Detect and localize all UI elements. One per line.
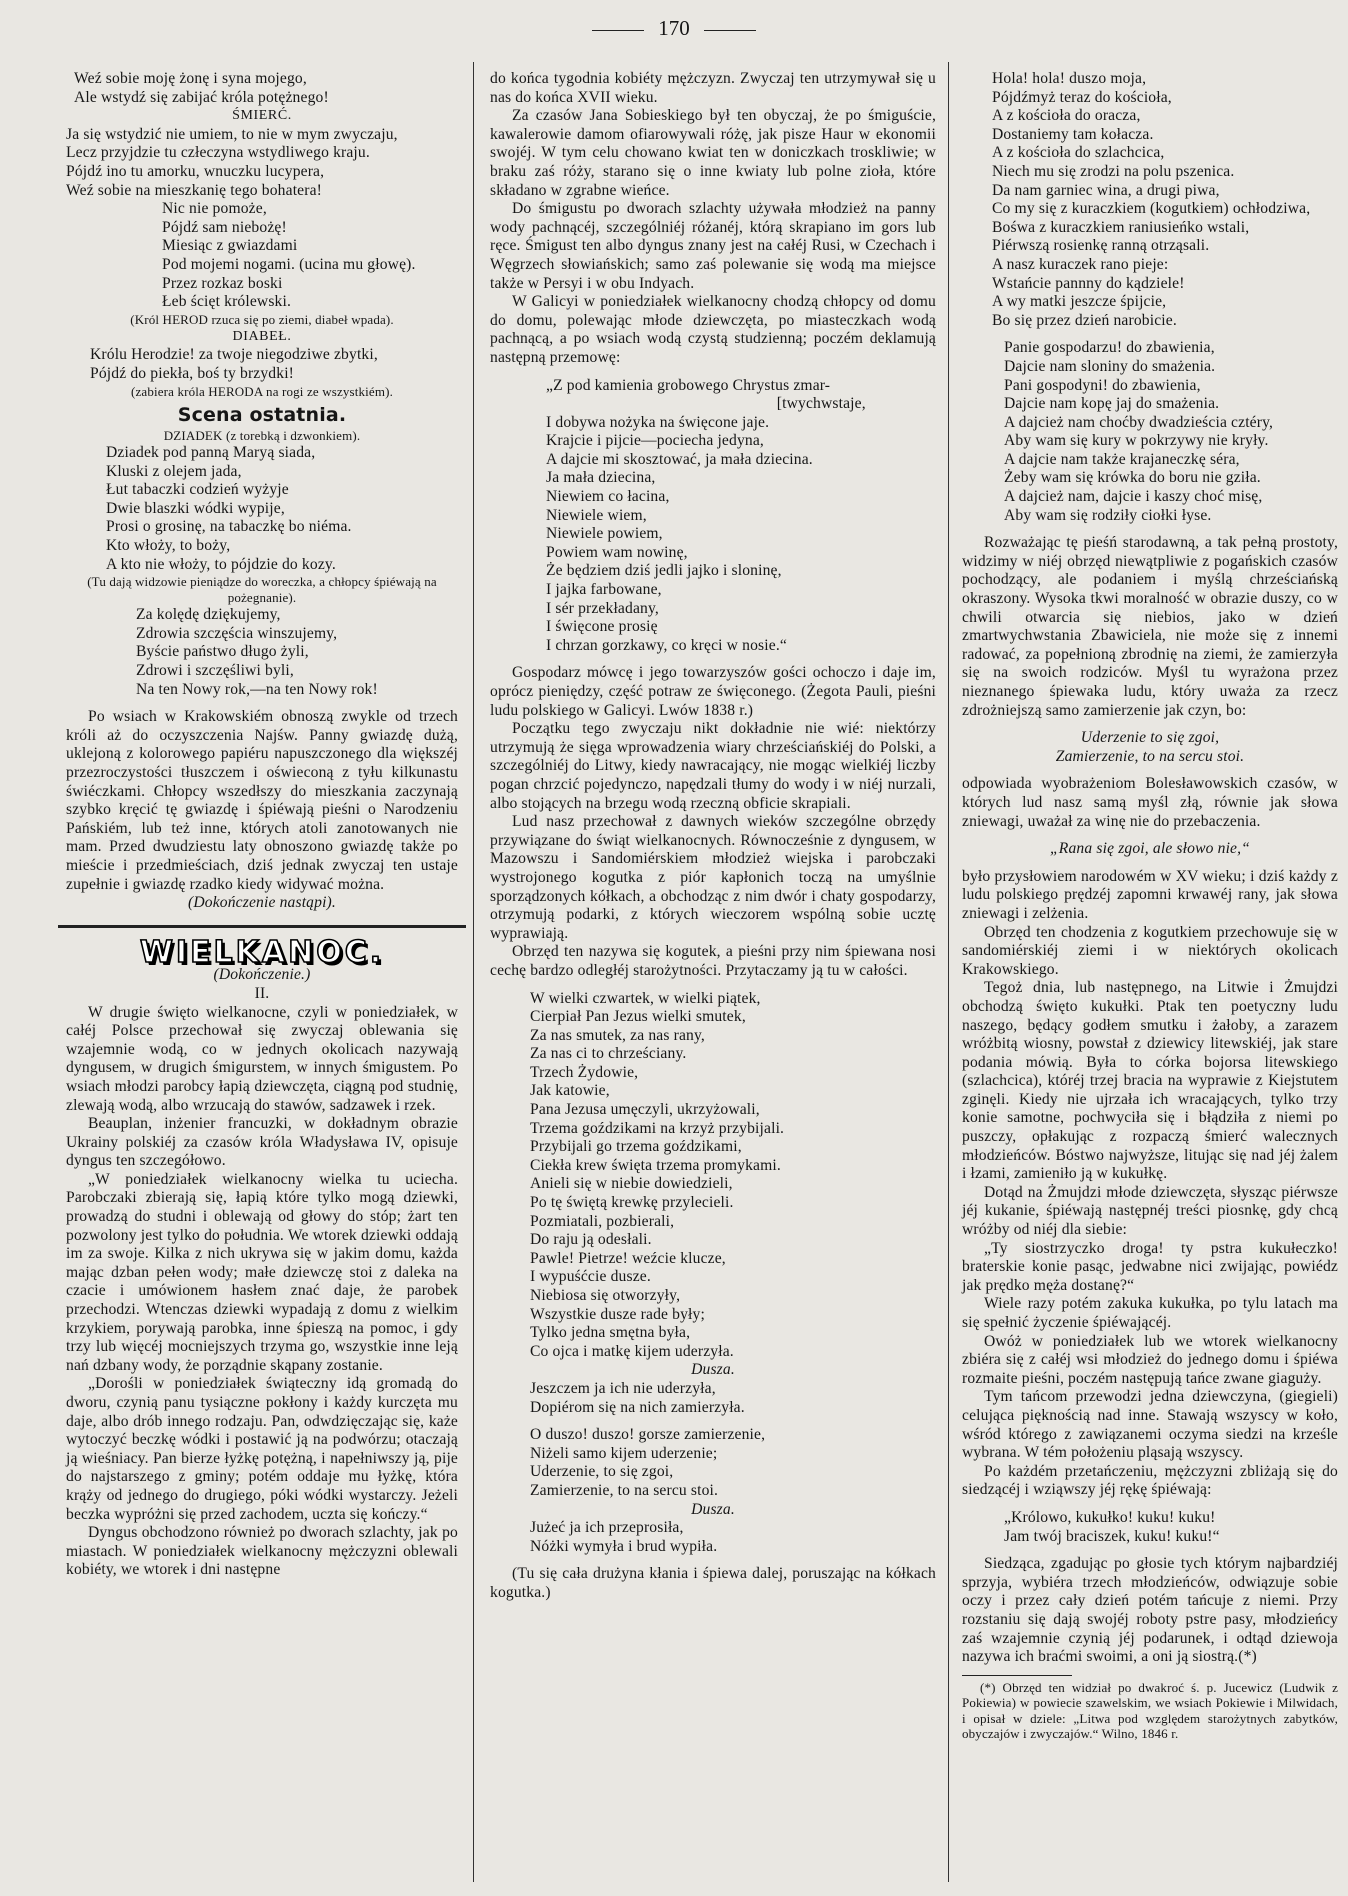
verse-stanza <box>490 1519 936 1556</box>
verse-line: A wy matki jeszcze śpijcie, <box>992 293 1167 311</box>
verse-line: A z kościoła do szlachcica, <box>992 144 1165 162</box>
verse-line: I sér przekładany, <box>546 599 659 617</box>
paragraph: „Ty siostrzyczko droga! ty pstra kukułeczko! braterskie konie pasąc, jedwabne nici zwijając, powiédz jak prędko męża dostanę?“ <box>962 1239 1338 1294</box>
paragraph: Owóż w poniedziałek lub we wtorek wielkanocny zbiéra się z całéj wsi młodzież do jednego domu i śpiéwa rozmaite pieśni, poczém następują tańce zwane giaguży. <box>962 1332 1338 1387</box>
verse-line: Byście państwo długo żyli, <box>136 643 309 661</box>
paragraph: Dyngus obchodzono również po dworach szlachty, jak po miastach. W poniedziałek wielkanocny mężczyzni oblewali kobiéty, we wtorek i dni następne <box>66 1524 458 1579</box>
paragraph: (Tu się cała drużyna kłania i śpiewa dalej, poruszając na kółkach kogutka.) <box>490 1565 936 1601</box>
verse-line: Pawle! Pietrze! weźcie klucze, <box>530 1249 726 1267</box>
spacer <box>962 525 1338 534</box>
verse-line: Jużeć ja ich przeprosiła, <box>530 1519 684 1537</box>
verse-line: Pod mojemi nogami. (ucina mu głowę). <box>162 255 416 273</box>
verse-line: Jam twój braciszek, kuku! kuku!“ <box>1004 1527 1220 1545</box>
spacer <box>962 330 1338 339</box>
paragraph: było przysłowiem narodowém w XV wieku; i dziś każdy z ludu polskiego prędzéj zapomni krwawéj rany, jak słowa zniewagi i zelżenia. <box>962 867 1338 922</box>
verse-line: I dobywa nożyka na święcone jaje. <box>546 413 770 431</box>
verse-line: Łeb ścięt królewski. <box>162 293 292 311</box>
verse-line: Za nas ci to chrześciany. <box>530 1045 687 1063</box>
italic-line: Dusza. <box>691 1500 735 1518</box>
stage-direction: (Król HEROD rzuca się po ziemi, diabeł wpada). <box>130 311 394 327</box>
verse-line: Trzema goździkami na krzyż przybijali. <box>530 1119 785 1137</box>
paragraph: Początku tego zwyczaju nikt dokładnie nie wié: niektórzy utrzymują że sięga wprowadzenia wiary chrześciańskiéj do Polski, a szczególniéj do Litwy, kiedy nawracający, nie mogąc wielkiéj liczby pogan chrzcić pojedynczo, napędzali tłumy do wody i w niéj nurzali, albo stojących na brzegu wodą rzeczną obficie skrapiali. <box>490 720 936 812</box>
verse-line: W wielki czwartek, w wielki piątek, <box>530 989 761 1007</box>
section-rule <box>58 925 466 928</box>
verse-stanza <box>490 990 936 1362</box>
verse-line: Pójdź ino tu amorku, wnuczku lucypera, <box>66 162 325 180</box>
stage-direction: DZIADEK (z torebką i dzwonkiem). <box>163 428 361 444</box>
verse-line: Pana Jezusa umęczyli, ukrzyżowali, <box>530 1101 760 1119</box>
stage-direction: (Tu dają widzowie pieniądze do woreczka, a chłopcy śpiéwają na pożegnanie). <box>87 574 437 606</box>
paragraph: Do śmigustu po dworach szlachty używała młodzież na panny wody pachnącéj, szczególniéj różanéj, którą skrapiano im gors lub ręce. Śmigust ten albo dyngus znany jest na całéj Rusi, w Czechach i Węgrzech słowiańskich; samo zaś polewanie się wodą ma miejsce także w Persyi i w obu Indyach. <box>490 200 936 292</box>
verse-line: Jak katowie, <box>530 1082 610 1100</box>
verse-line: [twychwstaje, <box>546 395 866 413</box>
verse-line: Krajcie i pijcie—pociecha jedyna, <box>546 432 764 450</box>
verse-stanza <box>66 200 458 312</box>
verse-line: Weź sobie na mieszkanię tego bohatera! <box>66 181 322 199</box>
verse-line: Pójdź sam niebożę! <box>162 218 287 236</box>
verse-line: Ciekła krew święta trzema promykami. <box>530 1156 781 1174</box>
verse-line: Nic nie pomoże, <box>162 200 267 218</box>
verse-line: Miesiąc z gwiazdami <box>162 237 298 255</box>
spacer <box>490 655 936 664</box>
section-number: II. <box>254 984 270 1002</box>
verse-line: Królu Herodzie! za twoje niegodziwe zbytki, <box>90 346 378 364</box>
verse-line: Ja się wstydzić nie umiem, to nie w mym zwyczaju, <box>66 125 398 143</box>
verse-line: Zamierzenie, to na sercu stoi. <box>530 1481 719 1499</box>
verse-line: Ale wstydź się zabijać króla potężnego! <box>74 88 329 106</box>
verse-line: Hola! hola! duszo moja, <box>992 70 1147 87</box>
italic-line: (Dokończenie.) <box>213 966 311 984</box>
verse-line: Przez rozkaz boski <box>162 274 283 292</box>
verse-line: Co ojca i matkę kijem uderzyła. <box>530 1342 734 1360</box>
verse-line: Bośwa z kuraczkiem raniusieńko wstali, <box>992 218 1250 236</box>
verse-stanza <box>66 606 458 699</box>
verse-stanza <box>66 70 458 107</box>
column-divider <box>948 62 949 1882</box>
verse-line: Dwie blaszki wódki wypije, <box>106 499 285 517</box>
verse-line: Co my się z kuraczkiem (kogutkiem) ochłodziwa, <box>992 200 1311 218</box>
verse-line: Dziadek pod panną Maryą siada, <box>106 444 316 462</box>
paragraph: Siedząca, zgadując po głosie tych którym najbardziéj sprzyja, wybiéra trzech młodzieńców, odwiązuje sobie oczy i przez cały dzień potém tańcuje z niemi. Przy rozstaniu się dają swojéj roboty pstre pasy, młodzieńcy zaś wzajemnie czynią jéj podarunek, i odtąd dziewoja nazywa ich braćmi swoimi, a oni ją siostrą.(*) <box>962 1555 1338 1666</box>
verse-line: Przybijali go trzema goździkami, <box>530 1138 742 1156</box>
paragraph: Obrzęd ten nazywa się kogutek, a pieśni przy nim śpiewana nosi cechę bardzo odległéj starożytności. Przytaczamy ją tu w całości. <box>490 943 936 979</box>
stage-direction: (zabiera króla HERODA na rogi ze wszystkiém). <box>131 383 393 399</box>
verse-line: A nasz kuraczek rano pieje: <box>992 255 1169 273</box>
verse-line: Zdrowia szczęścia winszujemy, <box>136 624 338 642</box>
column-3 <box>962 70 1338 1742</box>
verse-line: Tylko jedna smętna była, <box>530 1324 691 1342</box>
verse-line: I chrzan gorzkawy, co kręci w nosie.“ <box>546 636 787 654</box>
verse-stanza <box>962 70 1338 330</box>
spacer <box>962 766 1338 775</box>
verse-line: A dajcież nam, dajcie i kaszy choć misę, <box>1004 488 1263 506</box>
verse-line: Uderzenie, to się zgoi, <box>530 1463 674 1481</box>
spacer <box>490 981 936 990</box>
verse-line: Powiem wam nowinę, <box>546 543 688 561</box>
verse-line: Kto włoży, to boży, <box>106 537 231 555</box>
verse-line: Po tę świętą krewkę przylecieli. <box>530 1194 734 1212</box>
italic-line: (Dokończenie nastąpi). <box>188 894 336 912</box>
paragraph: Tym tańcom przewodzi jedna dziewczyna, (giegieli) celująca pięknością nad inne. Stawają wszyscy w koło, wśród którego z zawiązanemi oczyma siedzi na krześle wybrana. W tém położeniu pląsają wszyscy. <box>962 1388 1338 1462</box>
footnote: (*) Obrzęd ten widział po dwakroć ś. p. Jucewicz (Ludwik z Pokiewia) w powiecie szawelskim, we wsiach Pokiewie i Milwidach, i opisał w dziele: „Litwa pod względem starożytnych zabytków, obyczajów i zwyczajów.“ Wilno, 1846 r. <box>962 1679 1338 1742</box>
paragraph: W drugie święto wielkanocne, czyli w poniedziałek, w całéj Polsce przechował się zwyczaj oblewania się wzajemnie wodą, co w jednych okolicach nazywają dyngusem, w drugich śmigurstem, w innych śmigustem. Po wsiach młodzi parobcy łapią dziewczęta, ciągną pod studnię, zlewają wodą, albo wrzucają do stawów, sadzawek i rzek. <box>66 1003 458 1114</box>
verse-line: Dostaniemy tam kołacza. <box>992 125 1154 143</box>
verse-line: A z kościoła do oracza, <box>992 107 1141 125</box>
paragraph: Lud nasz przechował z dawnych wieków szczególne obrzędy przywiązane do świąt wielkanocnych. Równocześnie z dyngusem, w Mazowszu i Sandomiérskiem młodzież wiejska i parobczaki wystrojonego kogutka z piór kapłonich toczą na umyślnie sporządzonych kółkach, a obchodząc z nim dwór i chaty gospodarzy, otrzymują podarki, z których wieczorem wspólną sobie ucztę wyprawiają. <box>490 813 936 942</box>
speaker-label: ŚMIERĆ. <box>232 108 292 124</box>
paragraph: Gospodarz mówcę i jego towarzyszów gości ochoczo i daje im, oprócz pieniędzy, część potraw ze święconego. (Żegota Pauli, pieśni ludu polskiego w Galicyi. Lwów 1838 r.) <box>490 664 936 719</box>
paragraph: Po wsiach w Krakowskiém obnoszą zwykle od trzech króli aż do oczyszczenia Najśw. Panny gwiazdę dużą, uklejoną z kolorowego papiéru napuszczonego dla większéj przezroczystości tłuszczem i oświeconą z tyłu kilkunastu świéczkami. Chłopcy wszedłszy do mieszkania zaczynają szybko kręcić tę gwiazdę i śpiéwają pieśni o Narodzeniu Pańskiém, lub też inne, których atoli zanotowanych nie mam. Przed dwudziestu laty obnoszono gwiazdę także po mieście i przedmieściach, dziś jednak zwyczaj ten ustaje zupełnie i gwiazdę rzadko kiedy widywać można. <box>66 708 458 893</box>
verse-line: Da nam garniec wina, a drugi piwa, <box>992 181 1220 199</box>
spacer <box>962 1546 1338 1555</box>
page-number <box>0 16 1348 41</box>
verse-line: Dopiérom się na nich zamierzyła. <box>530 1398 745 1416</box>
paragraph: Tegoż dnia, lub następnego, na Litwie i Żmujdzi obchodzą święto kukułki. Ptak ten poetyczny ludu naszego, będący godłem smutku i żałoby, a zarazem wróżbitą wiosny, powstał z dziewicy litewskiéj, jak stare podania mówią. Była to córka bojorsa litewskiego (szlachcica), któréj trzej bracia na wyprawie z Kiejstutem zginęli. Kiedy nie ujrzała ich wracających, tylko trzy konie samotne, pochwyciła się i błądziła z niemi po puszczy, opłakując z rozpaczą śmierć walecznych młodzieńców. Bóstwo najwyższe, litując się nad jéj żalem i łzami, zamieniło ją w kukułkę. <box>962 979 1338 1183</box>
verse-stanza <box>490 1426 936 1500</box>
paragraph: Po każdém przetańczeniu, mężczyzni zbliżają się do siedzącéj i wziąwszy jéj rękę śpiéwają: <box>962 1462 1338 1499</box>
verse-line: Kluski z olejem jada, <box>106 462 242 480</box>
verse-line: Niebiosa się otworzyły, <box>530 1287 681 1304</box>
verse-line: A dajcież nam choćby dwadzieścia cztéry, <box>1004 413 1274 431</box>
paragraph: Dotąd na Żmujdzi młode dziewczęta, słysząc piérwsze jéj kukanie, śpiéwają następnéj treści piosnkę, gdy chcą wróżby od niéj dla siebie: <box>962 1183 1338 1239</box>
verse-line: I jajka farbowane, <box>546 581 662 599</box>
verse-line: Wszystkie dusze rade były; <box>530 1305 705 1323</box>
paragraph: W Galicyi w poniedziałek wielkanocny chodzą chłopcy od domu do domu, polewając młode dziewczęta, po miasteczkach wodą pachnącą, a po wsiach wodą czystą studzienną; poczém deklamują następną przemowę: <box>490 293 936 366</box>
verse-line: Nóżki wymyła i brud wypiła. <box>530 1537 718 1555</box>
verse-line: Że będziem dziś jedli jajko i sloninę, <box>546 562 782 580</box>
verse-stanza <box>66 346 458 383</box>
spacer <box>962 859 1338 868</box>
verse-line: Za kolędę dziękujemy, <box>136 606 281 624</box>
verse-line: A kto nie włoży, to pójdzie do kozy. <box>106 555 336 573</box>
verse-line: Bo się przez dzień narobicie. <box>992 311 1177 329</box>
verse-line: Aby wam się kury w pokrzywy nie kryły. <box>1004 432 1269 450</box>
page-number-dash-left <box>592 30 644 31</box>
paragraph: Za czasów Jana Sobieskiego był ten obyczaj, że po śmiguście, kawalerowie damom ofiarowywali różę, jak pisze Haur w ekonomii swojéj. W tym celu chowano kwiat ten w doniczkach troskliwie; w braku zaś róży, starano się o inne kwiaty lub polne zioła, które składano w zgrabne wieńce. <box>490 107 936 199</box>
verse-line: Niewiem co łacina, <box>546 488 670 506</box>
verse-line: Pozmiatali, pozbierali, <box>530 1212 675 1230</box>
verse-line: I święcone prosię <box>546 618 658 636</box>
spacer <box>490 368 936 377</box>
italic-line: Uderzenie to się zgoi, <box>1080 729 1220 747</box>
verse-line: Wstańcie pannny do kądziele! <box>992 274 1185 292</box>
column-divider <box>473 62 474 1882</box>
scene-heading: Scena ostatnia. <box>177 403 347 426</box>
page-number-dash-right <box>704 30 756 31</box>
verse-line: Dajcie nam sloniny do smażenia. <box>1004 357 1216 375</box>
verse-line: Piérwszą rosienkę ranną otrząsali. <box>992 237 1210 255</box>
verse-line: Ja mała dziecina, <box>546 469 656 487</box>
verse-line: „Królowo, kukułko! kuku! kuku! <box>1004 1508 1216 1526</box>
verse-line: Za nas smutek, za nas rany, <box>530 1026 705 1044</box>
spacer <box>962 1500 1338 1509</box>
paragraph: „W poniedziałek wielkanocny wielka tu uciecha. Parobczaki zbierają się, łapią które tylko mogą dziewki, prowadzą do studni i oblewają od głowy do stóp; żart ten pozwolony jest tylko do południa. We wtorek dziewki oddają im za swoje. Kilka z nich ukrywa się w jakim domu, każda mając dzban pełen wody; małe dziewczę stoi z daleka na czacie i umówionem hasłem znać daje, że parobek przechodzi. Wtenczas dziewki wypadają z domu z wielkim krzykiem, porywają parobka, inne śpieszą na pomoc, i gdy trzy lub więcéj mocniejszych trzyma go, wszystkie inne leją nań dzbany wody, że porządnie skąpany zostanie. <box>66 1170 458 1374</box>
verse-line: Aby wam się rodziły ciołki łyse. <box>1004 506 1212 524</box>
verse-line: Zdrowi i szczęśliwi byli, <box>136 662 294 680</box>
paragraph: odpowiada wyobrażeniom Bolesławowskich czasów, w których lud nasz samą myśl złą, równie jak słowa zniewagi, uważał za winę nie do przebaczenia. <box>962 775 1338 830</box>
spacer <box>490 1417 936 1426</box>
verse-line: Trzech Żydowie, <box>530 1063 639 1081</box>
paragraph: do końca tygodnia kobiéty mężczyzn. Zwyczaj ten utrzymywał się u nas do końca XVII wieku. <box>490 70 936 106</box>
verse-line: Jeszczem ja ich nie uderzyła, <box>530 1379 716 1397</box>
speaker-label: DIABEŁ. <box>232 328 292 344</box>
verse-line: Do raju ją odesłali. <box>530 1231 652 1249</box>
verse-stanza <box>490 377 936 656</box>
paragraph: Wiele razy potém zakuka kukułka, po tylu latach ma się spełnić życzenie śpiéwającéj. <box>962 1295 1338 1331</box>
verse-line: A dajcie mi skosztować, ja mała dziecina. <box>546 450 813 468</box>
verse-line: Pójdźmyż teraz do kościoła, <box>992 88 1172 106</box>
verse-line: I wypuśćcie dusze. <box>530 1268 651 1286</box>
column-1 <box>66 70 458 1580</box>
italic-line: Dusza. <box>691 1361 735 1379</box>
page-number-text: 170 <box>658 16 690 40</box>
italic-line: Zamierzenie, to na sercu stoi. <box>1055 747 1245 765</box>
article-title: WIELKANOC. <box>139 934 385 970</box>
verse-line: „Z pod kamienia grobowego Chrystus zmar- <box>546 376 831 394</box>
verse-line: Żeby wam się krówka do boru nie gziła. <box>1004 469 1261 487</box>
verse-line: Prosi o grosinę, na tabaczkę bo niéma. <box>106 518 352 536</box>
verse-line: Łut tabaczki codzień wyżyje <box>106 481 289 499</box>
spacer <box>962 720 1338 729</box>
verse-line: O duszo! duszo! gorsze zamierzenie, <box>530 1426 766 1444</box>
verse-line: Pójdź do piekła, boś ty brzydki! <box>90 364 295 382</box>
verse-line: Panie gospodarzu! do zbawienia, <box>1004 339 1215 357</box>
italic-line: „Rana się zgoi, ale słowo nie,“ <box>1049 840 1250 858</box>
verse-line: Pani gospodyni! do zbawienia, <box>1004 376 1201 394</box>
column-2 <box>490 70 936 1603</box>
verse-line: Niewiele powiem, <box>546 525 663 543</box>
spacer <box>490 1556 936 1565</box>
verse-stanza <box>962 339 1338 525</box>
verse-line: Lecz przyjdzie tu człeczyna wstydliwego kraju. <box>66 144 370 162</box>
verse-line: Weź sobie moję żonę i syna mojego, <box>74 70 307 87</box>
paragraph: „Dorośli w poniedziałek świąteczny idą gromadą do dworu, czynią panu tysiączne pokłony i każdy kurczęta mu daje, albo drób innego rodzaju. Pan, odwdzięczając się, każe wytoczyć beczkę wódki i postawić ją na podwórzu; otaczają ją wieśniacy. Pan bierze łyżkę potężną, i napełniwszy ją, pije do najstarszego z gminy; potém oddaje mu łyżkę, która krąży od jednego do drugiego, póki wódki wystarczy. Jeżeli beczka wypróżni się przed zachodem, uczta się kończy.“ <box>66 1375 458 1523</box>
verse-stanza <box>490 1380 936 1417</box>
spacer <box>66 699 458 708</box>
paragraph: Beauplan, inżenier francuzki, w dokładnym obrazie Ukrainy polskiéj za czasów króla Władysława IV, opisuje dyngus ten szczegółowo. <box>66 1115 458 1170</box>
verse-line: A dajcie nam także krajaneczkę séra, <box>1004 450 1240 468</box>
verse-line: Dajcie nam kopę jaj do smażenia. <box>1004 395 1220 413</box>
verse-line: Niech mu się zrodzi na polu pszenica. <box>992 162 1235 180</box>
verse-line: Na ten Nowy rok,—na ten Nowy rok! <box>136 680 378 698</box>
paragraph: Obrzęd ten chodzenia z kogutkiem przechowuje się w sandomiérskiéj ziemi i w niektórych okolicach Krakowskiego. <box>962 923 1338 978</box>
verse-line: Cierpiał Pan Jezus wielki smutek, <box>530 1008 746 1026</box>
footnote-rule <box>962 1675 1072 1676</box>
verse-line: Anieli się w niebie dowiedzieli, <box>530 1175 733 1193</box>
verse-line: Niewiele wiem, <box>546 506 647 524</box>
verse-line: Niżeli samo kijem uderzenie; <box>530 1444 718 1462</box>
verse-stanza <box>66 126 458 200</box>
spacer <box>962 831 1338 840</box>
verse-stanza <box>66 444 458 574</box>
paragraph: Rozważając tę pieśń starodawną, a tak pełną prostoty, widzimy w niéj obrzęd niewątpliwie z pogańskich czasów pochodzący, ale podaniem i myślą chrześciańską okraszony. Wysoka tkwi moralność w obrazie duszy, co w chwili otwarcia się niebios, jako w dzień zmartwychwstania Zbawiciela, nie może się z innemi radować, za popełnioną zbrodnię na ziemi, że zamierzyła się na swoich rodziców. Myśl tu wyrażona przez nieznanego śpiewaka ludu, który uważa za rzecz zdrożniejszą samo zamierzenie jak czyn, bo: <box>962 534 1338 719</box>
verse-stanza <box>962 1509 1338 1546</box>
